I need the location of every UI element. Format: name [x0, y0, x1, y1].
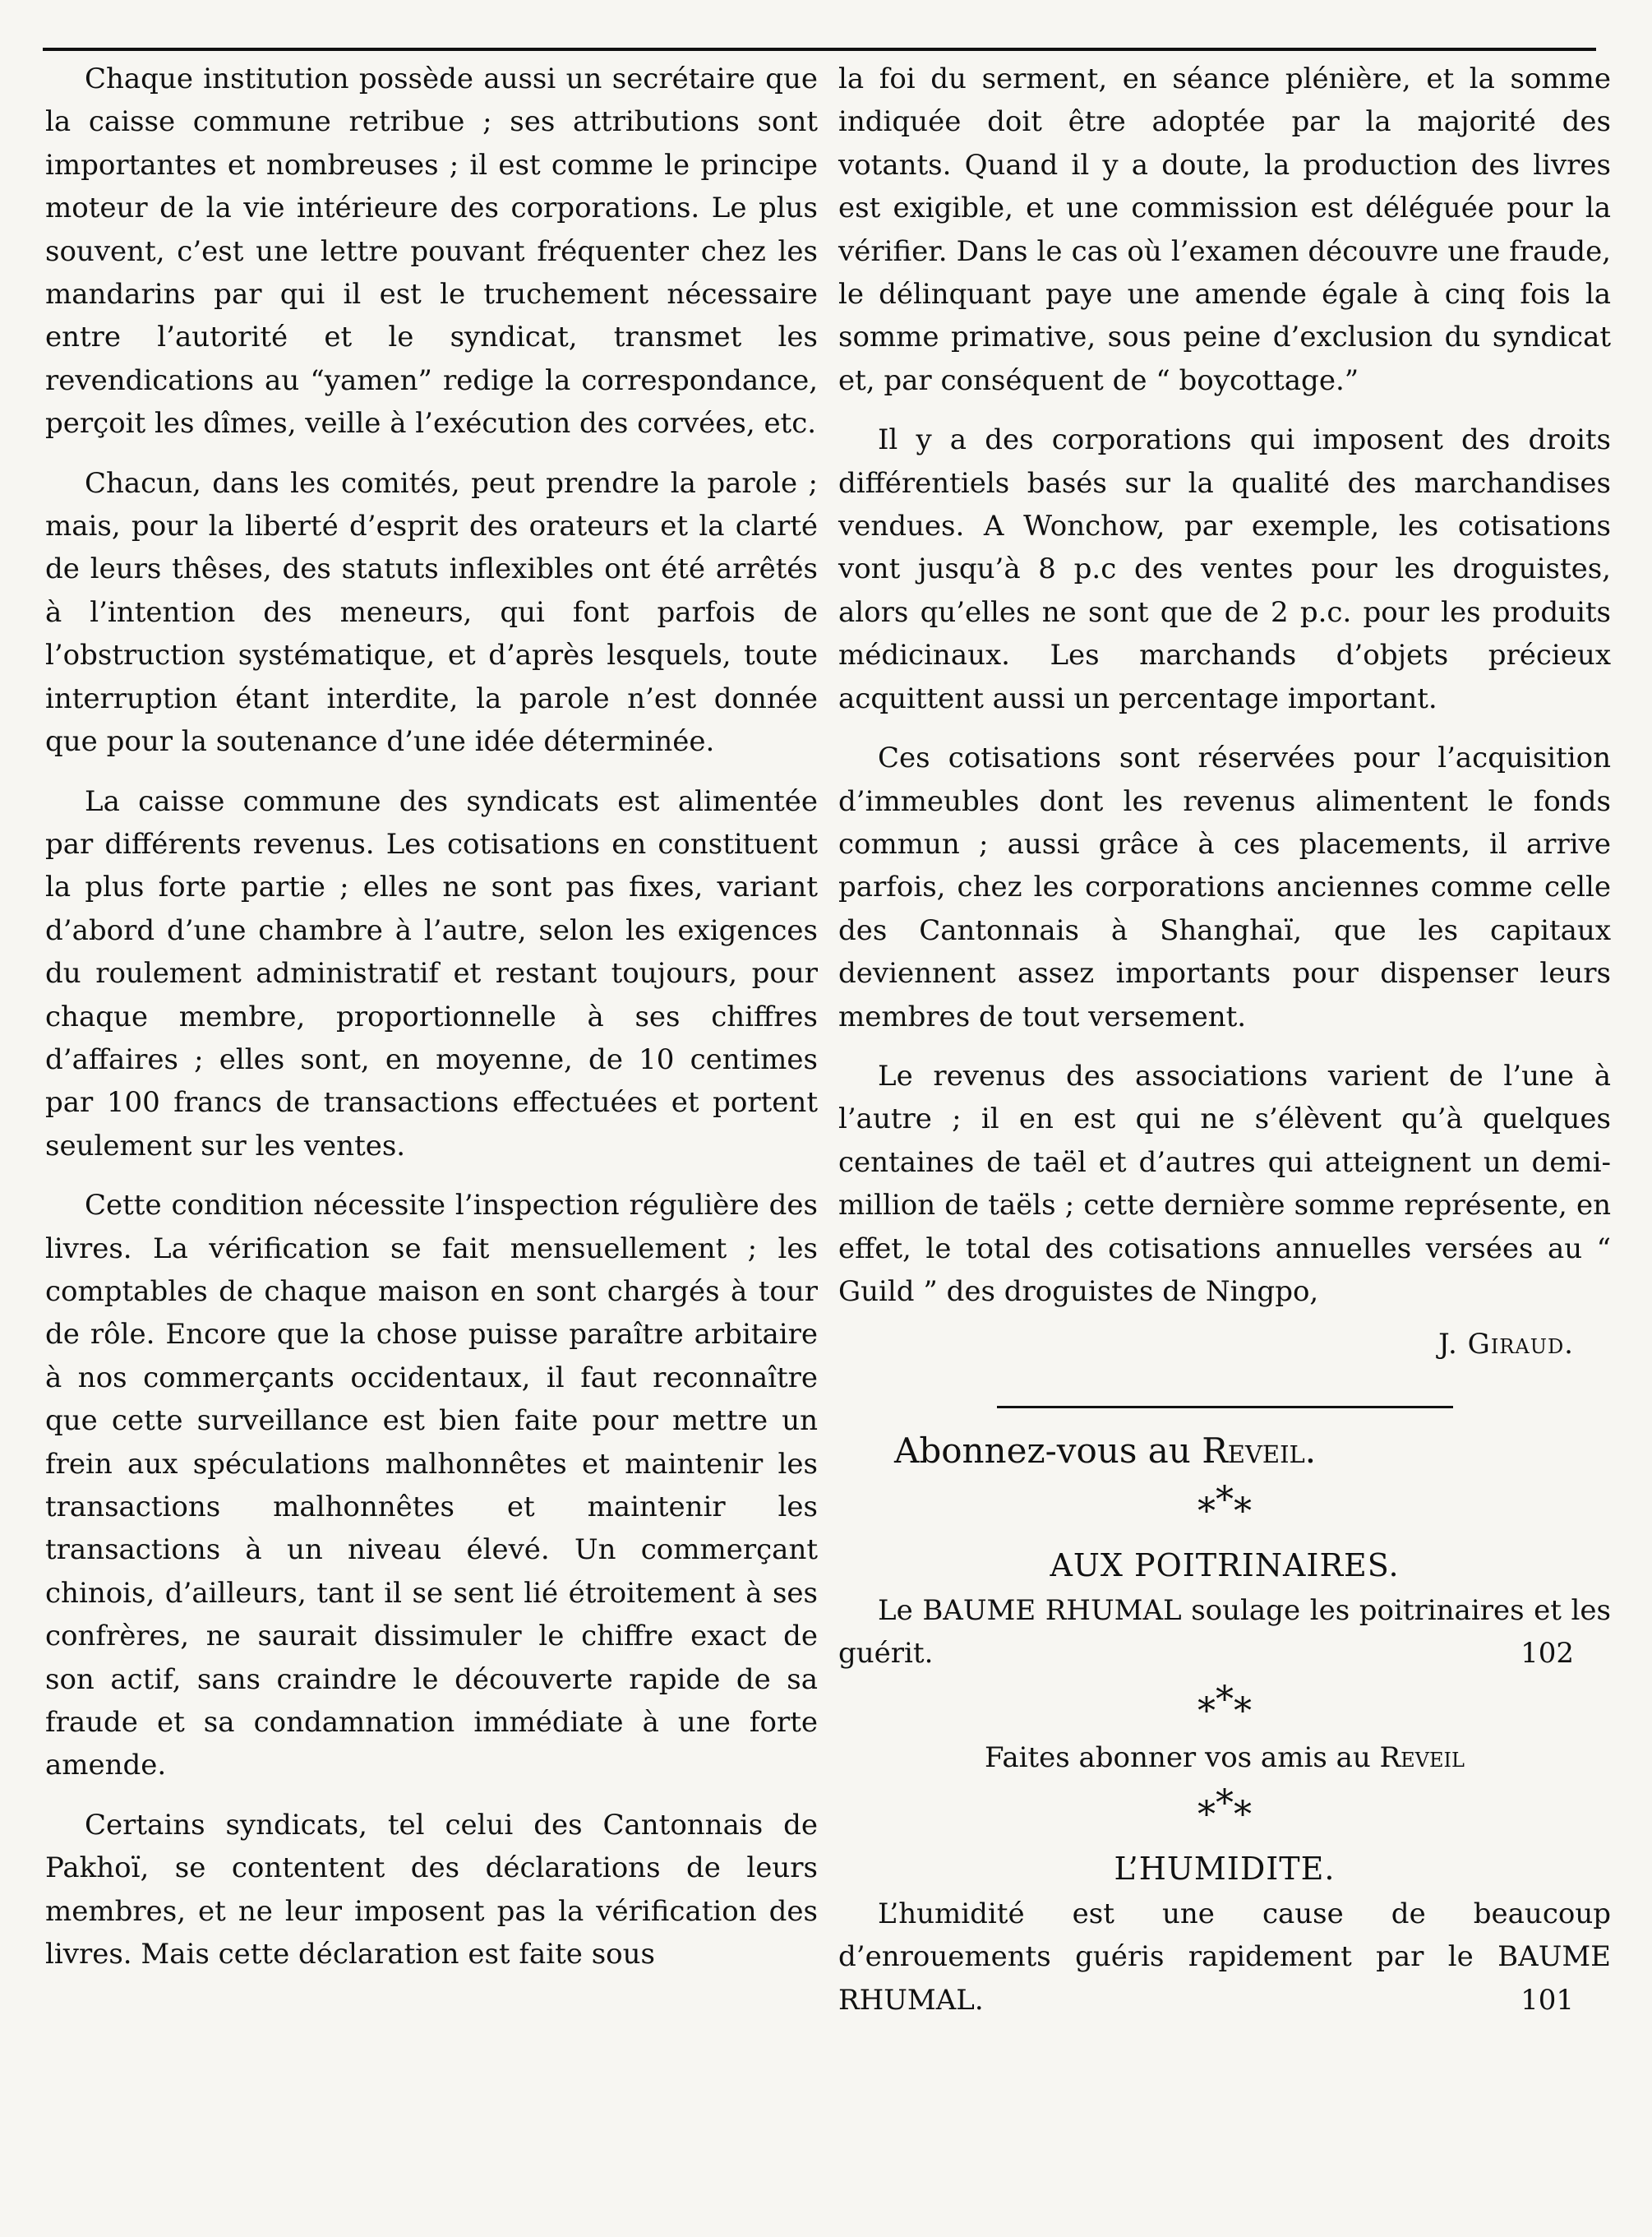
asterism-separator: [838, 1478, 1611, 1532]
invite-prefix: Faites abonner vos amis au: [985, 1740, 1380, 1774]
ad-text: Le BAUME RHUMAL soulage les poitrinaires et les guérit.: [838, 1593, 1611, 1671]
paragraph: Il y a des corporations qui imposent des droits différentiels basés sur la qualité des marchandises vendues. A Wonchow, par exemple, les cotisations vont jusqu’à 8 p.c des ventes pour les droguistes, alors qu’elles ne sont que de 2 p.c. pour les produits médicinaux. Les marchands d’objets précieux acquittent aussi un percentage important.: [838, 423, 1611, 715]
subscribe-notice: [894, 1426, 1611, 1476]
right-column: [838, 58, 1611, 2022]
star-glyph: *: [1197, 1490, 1216, 1532]
section-divider: [997, 1406, 1453, 1408]
paragraph: La caisse commune des syndicats est alimentée par différents revenus. Les cotisations en constituent la plus forte partie ; elles ne sont pas fixes, variant d’abord d’une chambre à l’autre, selon les exigences du roulement administratif et restant toujours, pour chaque membre, proportionnelle à ses chiffres d’affaires ; elles sont, en moyenne, de 10 centimes par 100 francs de transactions effectuées et portent seulement sur les ventes.: [45, 784, 818, 1162]
star-glyph: *: [1216, 1478, 1234, 1521]
star-glyph: *: [1234, 1689, 1252, 1732]
paragraph: la foi du serment, en séance plénière, et la somme indiquée doit être adoptée par la majorité des votants. Quand il y a doute, la production des livres est exigible, et une commission est déléguée pour la vérifier. Dans le cas où l’examen découvre une fraude, le délinquant paye une amende égale à cinq fois la somme primative, sous peine d’exclusion du syndicat et, par conséquent de “ boycottage.”: [838, 62, 1611, 397]
paragraph: Chacun, dans les comités, peut prendre la parole ; mais, pour la liberté d’esprit des orateurs et la clarté de leurs thêses, des statuts inflexibles ont été arrêtés à l’intention des meneurs, qui font parfois de l’obstruction systématique, et d’après lesquels, toute interruption étant interdite, la parole n’est donnée que pour la soutenance d’une idée déterminée.: [45, 466, 818, 759]
star-glyph: *: [1197, 1794, 1216, 1836]
paragraph: Cette condition nécessite l’inspection régulière des livres. La vérification se fait mensuellement ; les comptables de chaque maison en sont chargés à tour de rôle. Encore que la chose puisse paraître arbitaire à nos commerçants occidentaux, il faut reconnaître que cette surveillance est bien faite pour mettre un frein aux spéculations malhonnêtes et maintenir les transactions malhonnêtes et maintenir les transactions à un niveau élevé. Un commerçant chinois, d’ailleurs, tant il se sent lié étroitement à ses confrères, ne saurait dissimuler le chiffre exact de son actif, sans craindre le découverte rapide de sa fraude et sa condamnation immédiate à une forte amende.: [45, 1189, 818, 1782]
paragraph: Ces cotisations sont réservées pour l’acquisition d’immeubles dont les revenus alimentent le fonds commun ; aussi grâce à ces placements, il arrive parfois, chez les corporations anciennes comme celle des Cantonnais à Shanghaï, que les capitaux deviennent assez importants pour dispenser leurs membres de tout versement.: [838, 742, 1611, 1033]
star-glyph: *: [1197, 1689, 1216, 1732]
star-glyph: *: [1234, 1490, 1252, 1532]
newspaper-name: Reveil: [1379, 1740, 1465, 1774]
paragraph: Chaque institution possède aussi un secrétaire que la caisse commune retribue ; ses attributions sont importantes et nombreuses ; il est comme le principe moteur de la vie intérieure des corporations. Le plus souvent, c’est une lettre pouvant fréquenter chez les mandarins par qui il est le truchement nécessaire entre l’autorité et le syndicat, transmet les revendications au “yamen” redige la correspondance, perçoit les dîmes, veille à l’exécution des corvées, etc.: [45, 62, 818, 441]
top-rule: [43, 48, 1596, 51]
article-continuation: [838, 58, 1611, 1313]
star-glyph: *: [1234, 1794, 1252, 1836]
invite-notice: [838, 1736, 1611, 1779]
asterism-separator: [838, 1782, 1611, 1836]
ad-title: L’HUMIDITE.: [1114, 1851, 1336, 1887]
ad-number: 102: [1520, 1637, 1574, 1671]
author-signature: J. Giraud.: [1438, 1328, 1574, 1361]
ad-text: L’humidité est une cause de beaucoup d’enrouements guéris rapidement par le BAUME RHUMAL.: [838, 1897, 1611, 2017]
newspaper-name: Reveil.: [1202, 1430, 1317, 1471]
subscribe-prefix: Abonnez-vous au: [894, 1430, 1202, 1471]
paragraph: Certains syndicats, tel celui des Cantonnais de Pakhoï, se contentent des déclarations de leurs membres, et ne leur imposent pas la vérification des livres. Mais cette déclaration est faite sous: [45, 1808, 818, 1971]
star-glyph: *: [1216, 1782, 1234, 1824]
paragraph: Le revenus des associations varient de l’une à l’autre ; il en est qui ne s’élèvent qu’à quelques centaines de taël et d’autres qui atteignent un demi-million de taëls ; cette dernière somme représente, en effet, le total des cotisations annuelles versées au “ Guild ” des droguistes de Ningpo,: [838, 1059, 1611, 1308]
asterism-separator: [838, 1678, 1611, 1732]
ad-title: AUX POITRINAIRES.: [1050, 1546, 1400, 1583]
star-glyph: *: [1216, 1678, 1234, 1721]
left-column: [45, 58, 818, 1976]
ad-number: 101: [1520, 1983, 1574, 2017]
ad-body: [838, 1893, 1611, 2022]
ad-body: [838, 1589, 1611, 1675]
